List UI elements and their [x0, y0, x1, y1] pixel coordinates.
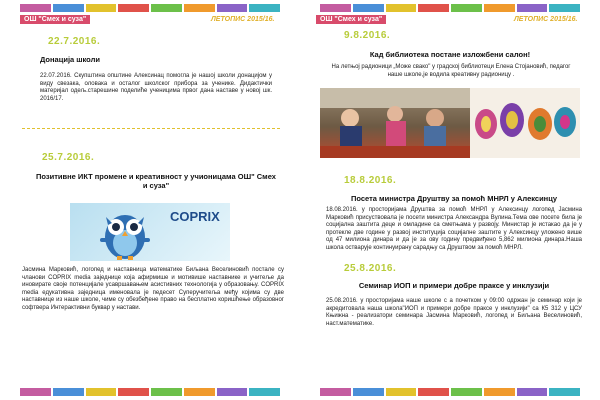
stripe-segment [53, 388, 84, 396]
workshop-photo-left [320, 88, 470, 158]
header-school-name: ОШ "Смех и суза" [20, 15, 90, 24]
workshop-photo-right [470, 88, 580, 158]
section-divider [22, 128, 280, 129]
entry-body: 25.08.2016. у просторијама наше школе с а почетком у 09:00 одржан је семинар који је акредитовала наша школа"ИОП и примери добре праксе у инклузији" са К5 312 у ЦСУ Књижна - реализатори семинара Јасмина Марковић, логопед и Биљана Веселиновић, наст.математике. [326, 298, 582, 327]
entry-body: Јасмина Марковић, логопед и наставница математике Биљана Веселиновић постале су чланови COPRIX media заједнице која афирмише и мотивише наставнике и учитеље да иновирате своје потенцијале усавршавањем асистивних технологија у образовању. COPRIX media едукативна заједница именовала је педесет Суперучитеља међу којима су две наставнице из наше школе, чиме су обезбеђене право на бесплатно коришћење образовног софтвера Интерактивни буквар у настави. [22, 267, 284, 311]
stripe-segment [86, 388, 117, 396]
stripe-segment [320, 388, 351, 396]
entry-title: Посета министра Друштву за помоћ МНРЛ у Алексинцу [350, 194, 557, 203]
coprix-logo-image [70, 203, 230, 261]
stripe-segment [118, 4, 149, 12]
stripe-segment [549, 4, 580, 12]
stripe-segment [418, 388, 449, 396]
coprix-logo-text: COPRIX [170, 209, 220, 224]
entry-title: Позитивне ИКТ промене и креативност у учионицама ОШ" Смех и суза" [36, 172, 276, 190]
entry-body: 18.08.2016. у просторијама Друштва за помоћ МНРЛ у Алексинцу логопед Јасмина Марковић присуствовала је посети министра Александра Вулина.Тема ове посете била је социјална заштита деце и омладине са сметњама у развоју. Министар је истакао да је у протекле две године у развој институција социјалне заштите у Алексинцу уложено више од 47 милиона динара и да је за ову годину предвиђено 5,862 милиона динара.Наша школа остварује континуирану сарадњу са Друштвом за помоћ МНРЛ. [326, 207, 582, 251]
header-chronicle: ЛЕТОПИС 2015/16. [211, 16, 275, 23]
stripe-segment [53, 4, 84, 12]
entry-title: Донација школи [40, 55, 100, 64]
stripe-segment [151, 4, 182, 12]
stripe-segment [118, 388, 149, 396]
stripe-segment [20, 388, 51, 396]
right-page [300, 0, 600, 400]
stripe-segment [484, 388, 515, 396]
stripe-segment [386, 388, 417, 396]
bottom-color-stripe-right [320, 388, 580, 396]
entry-body: На летњој радионици „Може свако" у градској библиотеци Елена Стојановић, педагог наше школе,је водила креативну радионицу . [331, 64, 571, 78]
header-chronicle: ЛЕТОПИС 2015/16. [514, 16, 578, 23]
stripe-segment [320, 4, 351, 12]
stripe-segment [517, 4, 548, 12]
stripe-segment [184, 388, 215, 396]
stripe-segment [217, 388, 248, 396]
stripe-segment [451, 4, 482, 12]
entry-date: 25.8.2016. [344, 263, 397, 274]
stripe-segment [86, 4, 117, 12]
header-school-name: ОШ "Смех и суза" [316, 15, 386, 24]
stripe-segment [353, 388, 384, 396]
stripe-segment [249, 4, 280, 12]
entry-title: Кад библиотека постане изложбени салон! [369, 50, 531, 59]
entry-title: Семинар ИОП и примери добре праксе у инклузији [358, 281, 550, 290]
stripe-segment [451, 388, 482, 396]
entry-date: 9.8.2016. [344, 30, 391, 41]
stripe-segment [517, 388, 548, 396]
entry-date: 25.7.2016. [42, 152, 95, 163]
stripe-segment [20, 4, 51, 12]
stripe-segment [353, 4, 384, 12]
stripe-segment [249, 388, 280, 396]
top-color-stripe-left [20, 4, 280, 12]
entry-date: 18.8.2016. [344, 175, 397, 186]
entry-body: 22.07.2016. Скупштина општине Алексинац помогла је нашој школи донацијом у виду свезака, оловака и осталог школског прибора за ученике. Дидактички материјал одељ.старешине поделиће ученицима првог дана наставе у новој шк. 2016/17. [40, 73, 272, 102]
stripe-segment [151, 388, 182, 396]
top-color-stripe-right [320, 4, 580, 12]
entry-date: 22.7.2016. [48, 36, 101, 47]
stripe-segment [549, 388, 580, 396]
stripe-segment [184, 4, 215, 12]
stripe-segment [386, 4, 417, 12]
stripe-segment [418, 4, 449, 12]
bottom-color-stripe-left [20, 388, 280, 396]
stripe-segment [484, 4, 515, 12]
stripe-segment [217, 4, 248, 12]
